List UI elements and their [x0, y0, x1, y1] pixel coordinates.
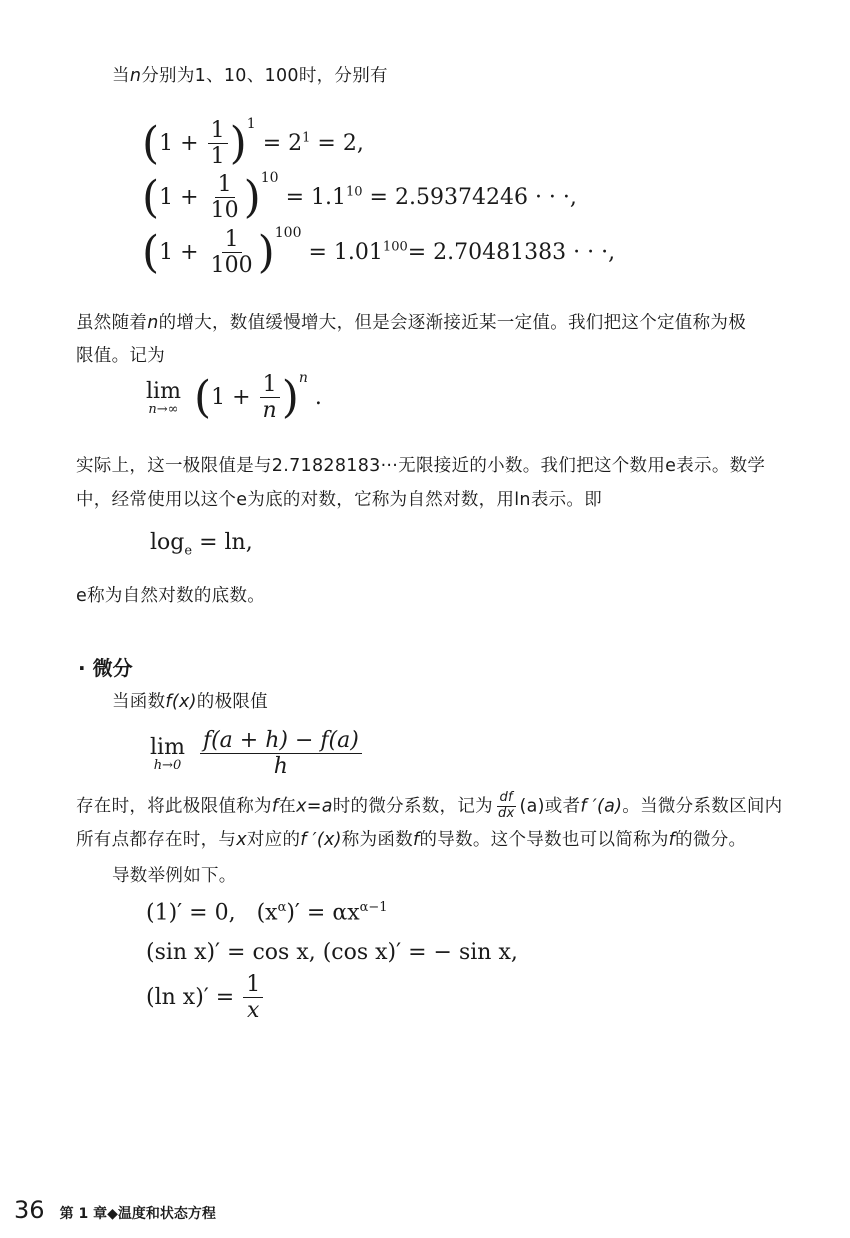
limit-expression-derivative: [150, 728, 364, 780]
limit-expression-e: lim n→∞ (1 + $\frac{1}{n}$ )$^n$ .: [146, 369, 322, 424]
derivative-row-3: (ln x)′ = $\frac{1}{x}$: [146, 972, 265, 1024]
derivative-row-1: (1)′ = 0, $(x^\alpha)' = \alpha x^{\alpha-1}$: [146, 900, 388, 926]
page-footer: [14, 1196, 216, 1224]
paragraph-function-limit: 当函数f(x)的极限值: [112, 692, 268, 712]
equation-2: (1 + $\frac{1}{10}$ )$^{10} = 1.1^{10} = 2.59374246$ · · ·,: [142, 169, 577, 224]
paragraph-derivative-line1: 存在时，将此极限值称为f在x=a时的微分系数，记为 $\frac{df}{dx}$ (a)或者f ′(a)。当微分系数区间内: [76, 790, 783, 821]
paragraph-e-line2: 中，经常使用以这个e为底的对数，它称为自然对数，用ln表示。即: [76, 490, 603, 510]
log-equation: $\log_e = \ln$,: [150, 530, 253, 559]
fraction: $\frac{1}{1}$: [208, 118, 228, 170]
df-dx-fraction: $\frac{df}{dx}$: [497, 790, 515, 821]
page-number: 36: [14, 1196, 45, 1224]
fraction: $\frac{1}{10}$: [210, 172, 239, 224]
paragraph-e-line1: 实际上，这一极限值是与2.71828183···无限接近的小数。我们把这个数用e表示。数学: [76, 456, 766, 476]
paragraph-base: e称为自然对数的底数。: [76, 586, 266, 606]
derivative-row-2: (sin x)′ = cos x, (cos x)′ = − sin x,: [146, 940, 518, 965]
fraction: $\frac{1}{x}$: [243, 972, 263, 1024]
var-n: n: [129, 66, 142, 86]
intro-line: 当n分别为1、10、100时，分别有: [112, 66, 388, 86]
lim-operator: lim n→∞: [146, 378, 181, 417]
section-heading-differential: · 微分: [78, 656, 133, 680]
fraction: $\frac{1}{n}$: [260, 372, 280, 424]
paragraph-derivative-line2: 所有点都存在时，与x对应的f ′(x)称为函数f的导数。这个导数也可以简称为f的微分。: [76, 830, 747, 850]
equation-1: (1 + $\frac{1}{1}$ )$^1 = 2^1 = 2$,: [142, 115, 364, 170]
lim-operator: lim h→0: [150, 734, 185, 773]
chapter-title: 第 1 章◆温度和状态方程: [59, 1206, 216, 1222]
paragraph-limit-line1: 虽然随着n的增大，数值缓慢增大，但是会逐渐接近某一定值。我们把这个定值称为极: [76, 313, 747, 333]
paragraph-limit-line2: 限值。记为: [76, 346, 165, 366]
paragraph-examples: 导数举例如下。: [112, 866, 237, 886]
equation-3: (1 + $\frac{1}{100}$ )$^{100} = 1.01^{100}= 2.70481383$ · · ·,: [142, 224, 616, 279]
fraction: $\frac{1}{100}$: [210, 227, 253, 279]
difference-quotient: $\frac{f(a + h) - f(a)}{h}$: [200, 728, 362, 780]
